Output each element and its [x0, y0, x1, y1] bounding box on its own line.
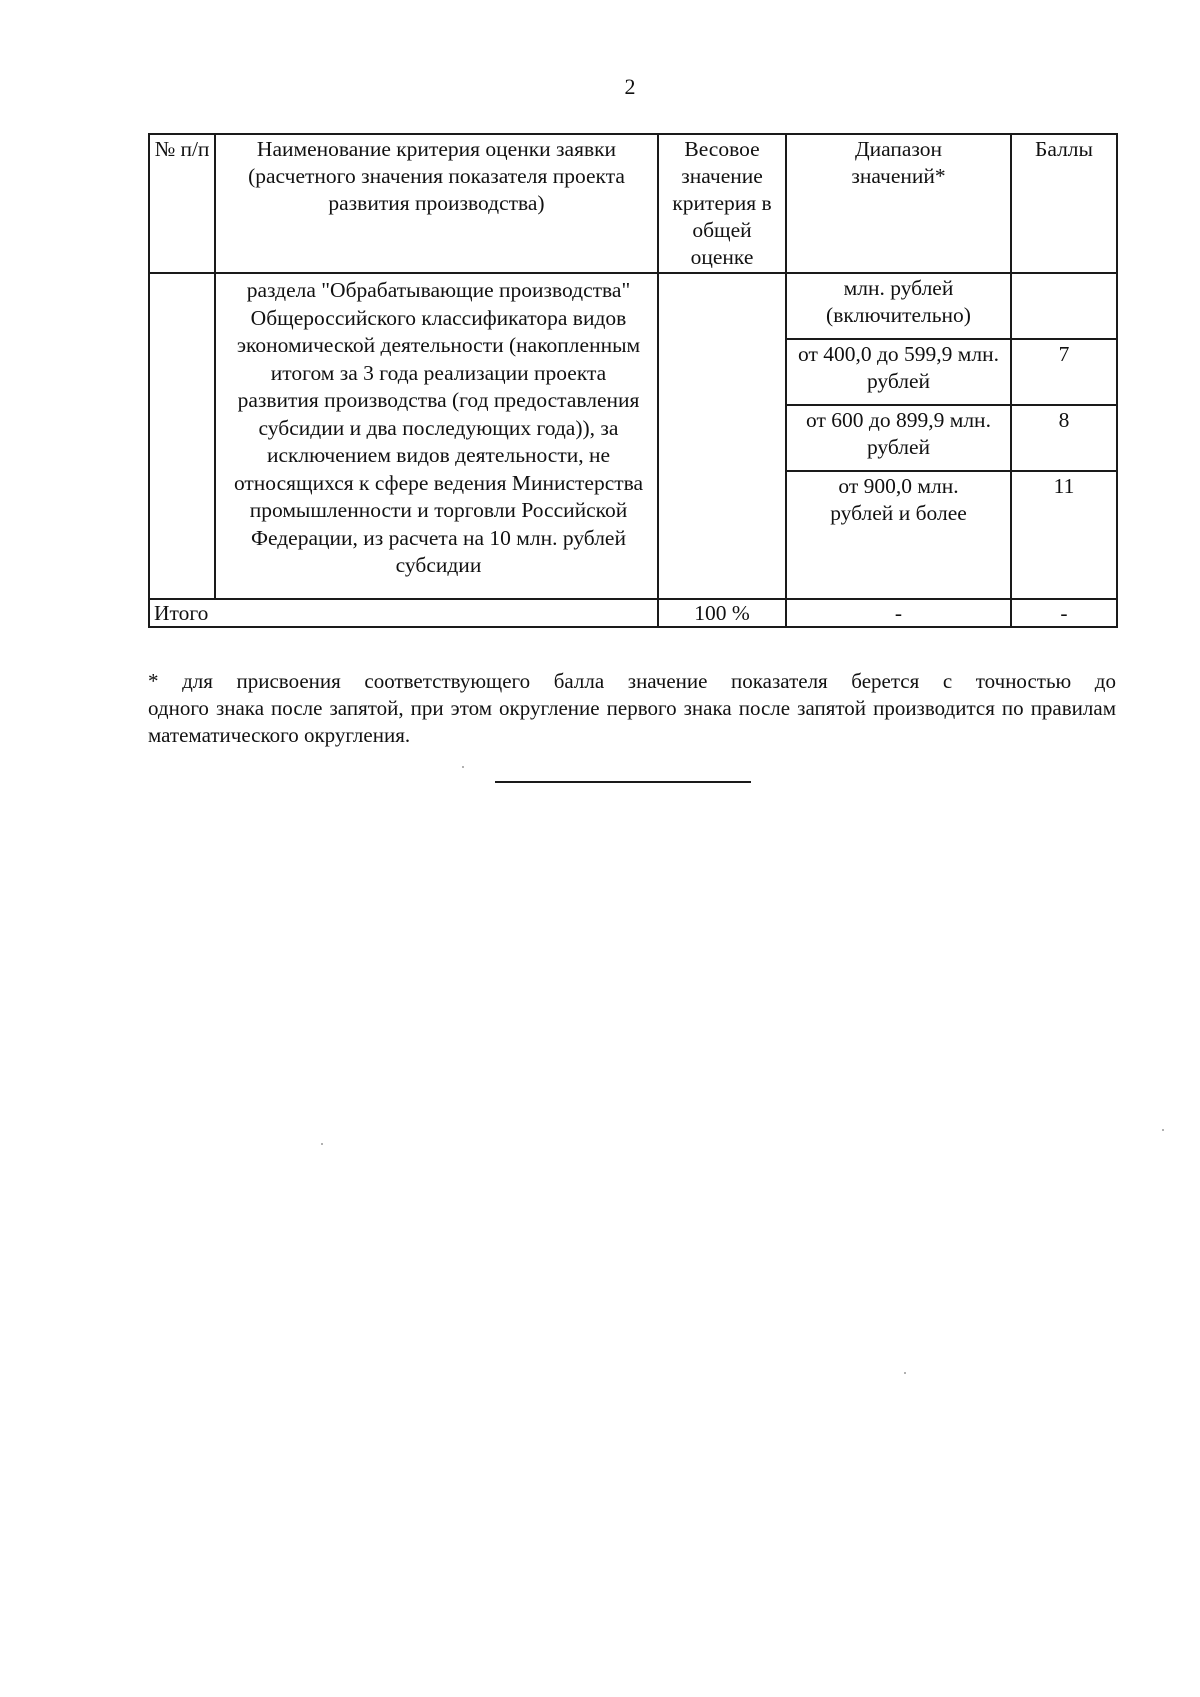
- header-num: № п/п: [149, 134, 215, 273]
- page-number: 2: [624, 74, 636, 99]
- points-cell: [1011, 273, 1117, 339]
- footnote-text: одного знака после запятой, при этом округление первого знака после запятой производится по правилам математического округления.: [148, 696, 1116, 747]
- header-weight: Весовое значение критерия в общей оценке: [658, 134, 786, 273]
- points-cell: 7: [1011, 339, 1117, 405]
- footnote: [148, 668, 1116, 749]
- header-range: Диапазон значений*: [786, 134, 1011, 273]
- range-cell: от 600 до 899,9 млн. рублей: [786, 405, 1011, 471]
- header-criterion-name: Наименование критерия оценки заявки (расчетного значения показателя проекта развития производства): [215, 134, 658, 273]
- scan-speck: [462, 766, 464, 768]
- total-points: -: [1011, 599, 1117, 627]
- closing-rule: [495, 781, 751, 783]
- total-row: [149, 599, 1117, 627]
- criterion-weight: [658, 273, 786, 599]
- scan-speck: [1162, 1129, 1164, 1131]
- scan-speck: [321, 1143, 323, 1145]
- range-cell: от 400,0 до 599,9 млн. рублей: [786, 339, 1011, 405]
- header-points: Баллы: [1011, 134, 1117, 273]
- total-range: -: [786, 599, 1011, 627]
- total-label: Итого: [149, 599, 658, 627]
- total-weight: 100 %: [658, 599, 786, 627]
- footnote-line: * для присвоения соответствующего балла значение показателя берется с точностью до: [148, 669, 1116, 693]
- points-cell: 11: [1011, 471, 1117, 599]
- criterion-description: раздела "Обрабатывающие производства" Общероссийского классификатора видов экономической деятельности (накопленным итогом за 3 года реализации проекта развития производства (год предоставления субсидии и два последующих года)), за исключением видов деятельности, не относящихся к сфере ведения Министерства промышленности и торговли Российской Федерации, из расчета на 10 млн. рублей субсидии: [215, 273, 658, 599]
- points-cell: 8: [1011, 405, 1117, 471]
- scan-speck: [904, 1372, 906, 1374]
- criteria-table: [148, 133, 1118, 628]
- range-cell: от 900,0 млн. рублей и более: [786, 471, 1011, 599]
- table-row: [149, 273, 1117, 339]
- table-header-row: [149, 134, 1117, 273]
- criterion-num: [149, 273, 215, 599]
- range-cell: млн. рублей (включительно): [786, 273, 1011, 339]
